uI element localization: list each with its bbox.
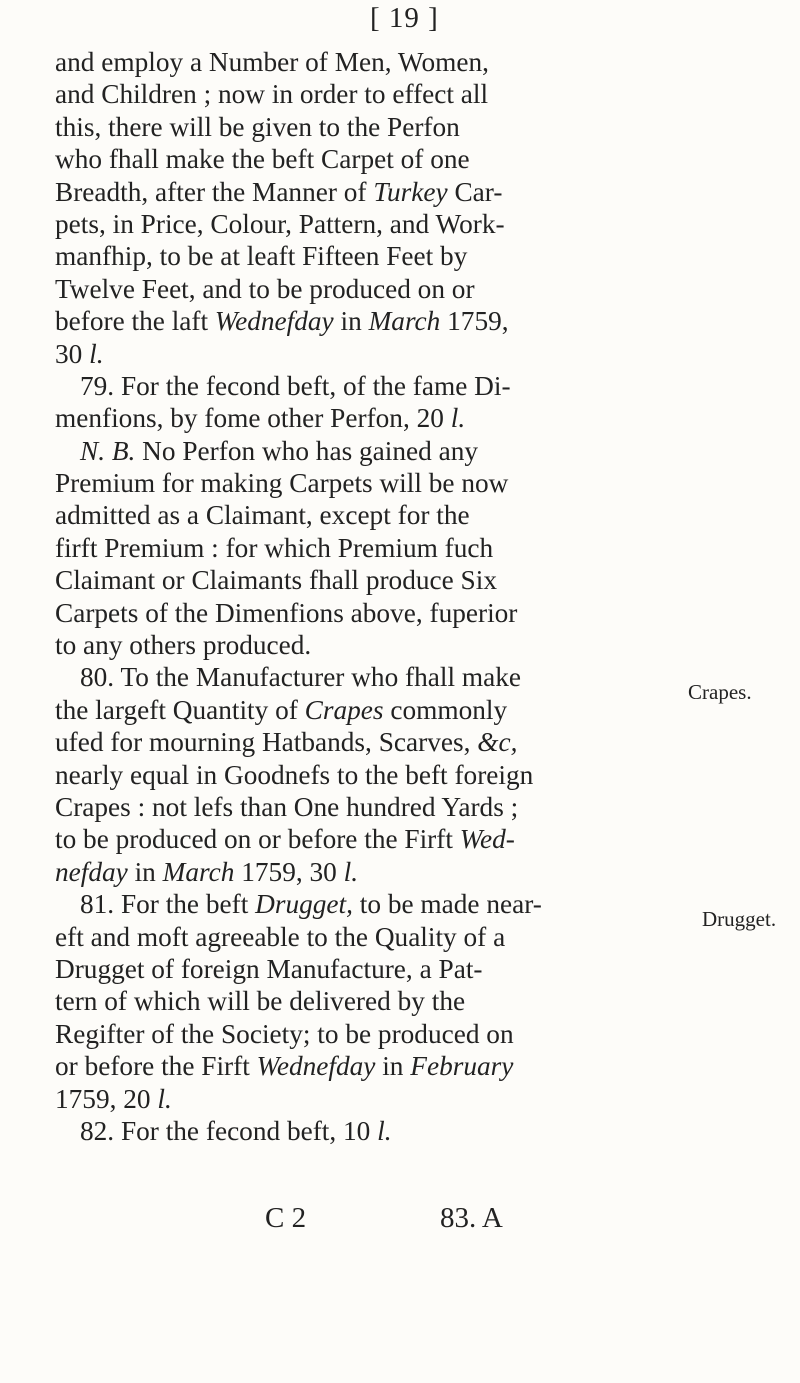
text-line: to any others produced. — [55, 630, 312, 661]
text-line: Carpets of the Dimenfions above, fuperior — [55, 597, 518, 628]
page-number: [ 19 ] — [370, 2, 439, 34]
text-line: to be produced on or before the Firft Wed- — [55, 824, 515, 855]
text-line: 82. For the fecond beft, 10 l. — [80, 1115, 392, 1146]
text-line: before the laft Wednefday in March 1759, — [55, 306, 509, 337]
text-line: 79. For the fecond beft, of the fame Di- — [80, 370, 511, 401]
text-line: the largeft Quantity of Crapes commonly — [55, 694, 508, 725]
catchword: 83. A — [440, 1202, 503, 1234]
text-line: 80. To the Manufacturer who fhall make — [80, 662, 522, 693]
text-line: ufed for mourning Hatbands, Scarves, &c, — [55, 727, 518, 758]
body-text — [55, 46, 685, 1147]
text-line: admitted as a Claimant, except for the — [55, 500, 470, 531]
text-line: Premium for making Carpets will be now — [55, 468, 509, 499]
text-line: eft and moft agreeable to the Quality of a — [55, 921, 506, 952]
sidenote-drugget: Drugget. — [702, 907, 777, 931]
sidenote-crapes: Crapes. — [688, 680, 752, 704]
text-line: menfions, by fome other Perfon, 20 l. — [55, 403, 466, 434]
text-line: Breadth, after the Manner of Turkey Car- — [55, 176, 503, 207]
text-line: nearly equal in Goodnefs to the beft foreign — [55, 759, 534, 790]
text-line: Crapes : not lefs than One hundred Yards ; — [55, 791, 519, 822]
text-line: nefday in March 1759, 30 l. — [55, 856, 359, 887]
text-line: 81. For the beft Drugget, to be made near- — [80, 889, 542, 920]
text-line: and employ a Number of Men, Women, — [55, 47, 489, 77]
text-line: Drugget of foreign Manufacture, a Pat- — [55, 953, 483, 984]
text-line: pets, in Price, Colour, Pattern, and Work- — [55, 208, 505, 239]
text-line: tern of which will be delivered by the — [55, 986, 466, 1017]
text-line: and Children ; now in order to effect all — [55, 79, 489, 110]
text-line: Claimant or Claimants fhall produce Six — [55, 565, 497, 596]
text-line: firft Premium : for which Premium fuch — [55, 532, 494, 563]
text-line: 30 l. — [55, 338, 104, 369]
text-line: 1759, 20 l. — [55, 1083, 172, 1114]
signature-mark: C 2 — [265, 1202, 307, 1234]
text-line: Twelve Feet, and to be produced on or — [55, 273, 475, 304]
text-line: this, there will be given to the Perfon — [55, 111, 460, 142]
text-line: manfhip, to be at leaft Fifteen Feet by — [55, 241, 468, 272]
text-line: or before the Firft Wednefday in February — [55, 1051, 514, 1082]
text-line: N. B. No Perfon who has gained any — [80, 435, 479, 466]
text-line: Regifter of the Society; to be produced on — [55, 1018, 514, 1049]
text-line: who fhall make the beft Carpet of one — [55, 144, 470, 175]
